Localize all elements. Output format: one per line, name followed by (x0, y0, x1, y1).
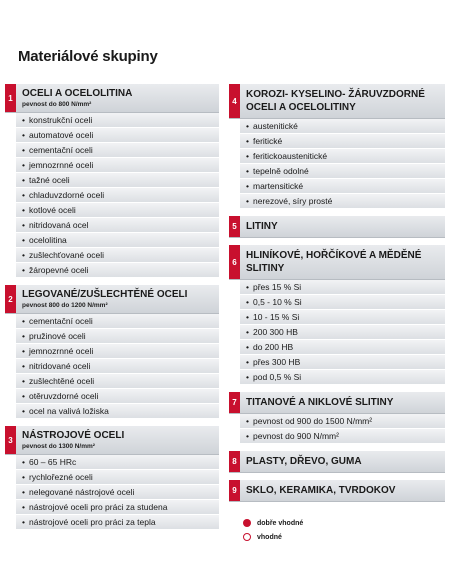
group-number-badge: 7 (229, 392, 240, 413)
list-item: • 0,5 - 10 % Si (240, 295, 445, 310)
group-header-text (240, 480, 445, 501)
list-item: • feritickoaustenitické (240, 149, 445, 164)
group-title: TITANOVÉ A NIKLOVÉ SLITINY (246, 397, 394, 408)
material-group-6 (229, 245, 445, 385)
list-item: • zušlechťované oceli (16, 248, 219, 263)
legend-row (243, 530, 445, 544)
list-item: • jemnozrnné oceli (16, 344, 219, 359)
list-item: • nitridované oceli (16, 359, 219, 374)
list-item: • kotlové oceli (16, 203, 219, 218)
list-item: • pevnost od 900 do 1500 N/mm² (240, 414, 445, 429)
group-title: HLINÍKOVÉ, HOŘČÍKOVÉ A MĚDĚNÉ SLITINY (246, 250, 422, 274)
material-group-2 (5, 285, 219, 419)
group-title: PLASTY, DŘEVO, GUMA (246, 456, 362, 467)
list-item: • do 200 HB (240, 340, 445, 355)
list-item: • zušlechtěné oceli (16, 374, 219, 389)
group-header-text (16, 426, 219, 454)
group-header-text (240, 216, 445, 237)
material-group-1 (5, 84, 219, 278)
list-item: • 10 - 15 % Si (240, 310, 445, 325)
list-item: • nitridovaná ocel (16, 218, 219, 233)
group-header (229, 84, 445, 119)
legend-hollow-dot-icon (243, 533, 251, 541)
group-item-list (240, 119, 445, 209)
list-item: • automatové oceli (16, 128, 219, 143)
group-item-list (16, 455, 219, 530)
material-group-9 (229, 480, 445, 502)
group-header (229, 245, 445, 280)
material-group-8 (229, 451, 445, 473)
material-group-5 (229, 216, 445, 238)
list-item: • pod 0,5 % Si (240, 370, 445, 385)
group-number-badge: 3 (5, 426, 16, 454)
list-item: • žáropevné oceli (16, 263, 219, 278)
group-header-text (16, 84, 219, 112)
list-item: • nástrojové oceli pro práci za tepla (16, 515, 219, 530)
group-header (5, 426, 219, 455)
list-item: • cementační oceli (16, 143, 219, 158)
list-item: • pružinové oceli (16, 329, 219, 344)
group-title: LEGOVANÉ/ZUŠLECHTĚNÉ OCELI (22, 289, 188, 300)
legend (243, 516, 445, 544)
material-group-4 (229, 84, 445, 209)
group-header (229, 451, 445, 473)
group-number-badge: 6 (229, 245, 240, 279)
list-item: • 200 300 HB (240, 325, 445, 340)
list-item: • 60 – 65 HRc (16, 455, 219, 470)
group-title: SKLO, KERAMIKA, TVRDOKOV (246, 485, 396, 496)
list-item: • přes 300 HB (240, 355, 445, 370)
material-group-7 (229, 392, 445, 444)
list-item: • chladuvzdorné oceli (16, 188, 219, 203)
group-header-text (240, 245, 445, 279)
group-header (229, 216, 445, 238)
list-item: • pevnost do 900 N/mm² (240, 429, 445, 444)
group-item-list (16, 113, 219, 278)
material-group-3 (5, 426, 219, 530)
list-item: • nástrojové oceli pro práci za studena (16, 500, 219, 515)
group-item-list (240, 280, 445, 385)
left-column (5, 84, 219, 537)
legend-row (243, 516, 445, 530)
group-title: NÁSTROJOVÉ OCELI (22, 430, 125, 441)
group-item-list (16, 314, 219, 419)
group-number-badge: 9 (229, 480, 240, 501)
list-item: • ocelolitina (16, 233, 219, 248)
group-subtitle: pevnost do 800 N/mm² (22, 101, 92, 108)
list-item: • martensitické (240, 179, 445, 194)
group-number-badge: 8 (229, 451, 240, 472)
group-number-badge: 2 (5, 285, 16, 313)
list-item: • otěruvzdorné oceli (16, 389, 219, 404)
group-header-text (16, 285, 219, 313)
group-header (5, 84, 219, 113)
group-number-badge: 4 (229, 84, 240, 118)
group-number-badge: 1 (5, 84, 16, 112)
group-header (229, 392, 445, 414)
group-subtitle: pevnost 800 do 1200 N/mm² (22, 302, 108, 309)
group-header (5, 285, 219, 314)
list-item: • nelegované nástrojové oceli (16, 485, 219, 500)
legend-label: vhodné (257, 533, 282, 541)
list-item: • feritické (240, 134, 445, 149)
list-item: • přes 15 % Si (240, 280, 445, 295)
group-header (229, 480, 445, 502)
list-item: • nerezové, síry prosté (240, 194, 445, 209)
group-header-text (240, 392, 445, 413)
group-item-list (240, 414, 445, 444)
page-title: Materiálové skupiny (18, 48, 158, 65)
list-item: • ocel na valivá ložiska (16, 404, 219, 419)
list-item: • konstrukční oceli (16, 113, 219, 128)
group-number-badge: 5 (229, 216, 240, 237)
right-column (229, 84, 445, 544)
group-header-text (240, 84, 445, 118)
group-title: KOROZI- KYSELINO- ŽÁRUVZDORNÉ OCELI A OCELOLITINY (246, 89, 425, 113)
legend-filled-dot-icon (243, 519, 251, 527)
legend-label: dobře vhodné (257, 519, 304, 527)
list-item: • tažné oceli (16, 173, 219, 188)
group-subtitle: pevnost do 1300 N/mm² (22, 443, 95, 450)
group-title: OCELI A OCELOLITINA (22, 88, 133, 99)
list-item: • tepelně odolné (240, 164, 445, 179)
list-item: • rychlořezné oceli (16, 470, 219, 485)
group-header-text (240, 451, 445, 472)
list-item: • cementační oceli (16, 314, 219, 329)
group-title: LITINY (246, 221, 278, 232)
list-item: • austenitické (240, 119, 445, 134)
list-item: • jemnozrnné oceli (16, 158, 219, 173)
